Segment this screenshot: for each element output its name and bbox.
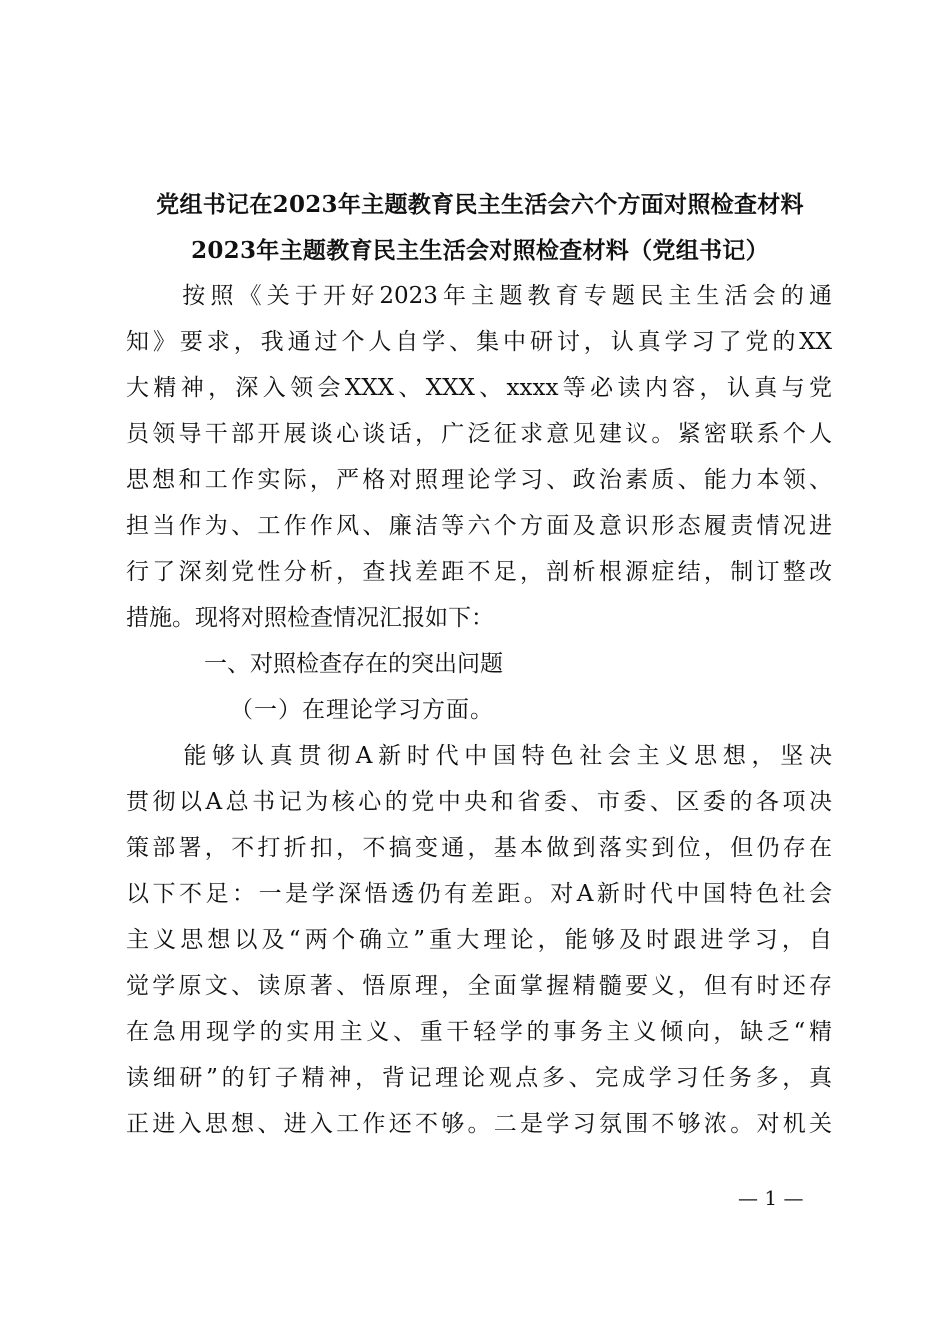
- paragraph-line: 按照《关于开好2023年主题教育专题民主生活会的通: [126, 283, 832, 309]
- paragraph-line: 觉学原文、读原著、悟原理，全面掌握精髓要义，但有时还存: [126, 973, 832, 999]
- paragraph-line: 措施。现将对照检查情况汇报如下：: [126, 605, 494, 631]
- document-subtitle: 2023年主题教育民主生活会对照检查材料（党组书记）: [191, 237, 769, 264]
- paragraph-line: 员领导干部开展谈心谈话，广泛征求意见建议。紧密联系个人: [126, 421, 832, 447]
- paragraph-line: 担当作为、工作作风、廉洁等六个方面及意识形态履责情况进: [126, 513, 832, 539]
- paragraph-line: 策部署，不打折扣，不搞变通，基本做到落实到位，但仍存在: [126, 835, 832, 861]
- paragraph-line: 贯彻以A总书记为核心的党中央和省委、市委、区委的各项决: [126, 789, 832, 815]
- paragraph-line: 以下不足：一是学深悟透仍有差距。对A新时代中国特色社会: [126, 881, 832, 907]
- paragraph-line: 读细研”的钉子精神，背记理论观点多、完成学习任务多，真: [126, 1065, 832, 1091]
- document-title: 党组书记在2023年主题教育民主生活会六个方面对照检查材料: [156, 191, 804, 218]
- page-number: — 1 —: [738, 1186, 804, 1210]
- subsection-heading: （一）在理论学习方面。: [230, 697, 494, 723]
- paragraph-line: 知》要求，我通过个人自学、集中研讨，认真学习了党的XX: [126, 329, 832, 355]
- paragraph-line: 在急用现学的实用主义、重干轻学的事务主义倾向，缺乏“精: [126, 1019, 832, 1045]
- paragraph-line: 大精神，深入领会XXX、XXX、xxxx等必读内容，认真与党: [126, 375, 832, 401]
- paragraph-line: 主义思想以及“两个确立”重大理论，能够及时跟进学习，自: [126, 927, 832, 953]
- paragraph-line: 思想和工作实际，严格对照理论学习、政治素质、能力本领、: [126, 467, 832, 493]
- paragraph-line: 能够认真贯彻A新时代中国特色社会主义思想，坚决: [126, 743, 832, 769]
- section-heading: 一、对照检查存在的突出问题: [204, 651, 503, 677]
- paragraph-line: 正进入思想、进入工作还不够。二是学习氛围不够浓。对机关: [126, 1111, 832, 1137]
- paragraph-line: 行了深刻党性分析，查找差距不足，剖析根源症结，制订整改: [126, 559, 832, 585]
